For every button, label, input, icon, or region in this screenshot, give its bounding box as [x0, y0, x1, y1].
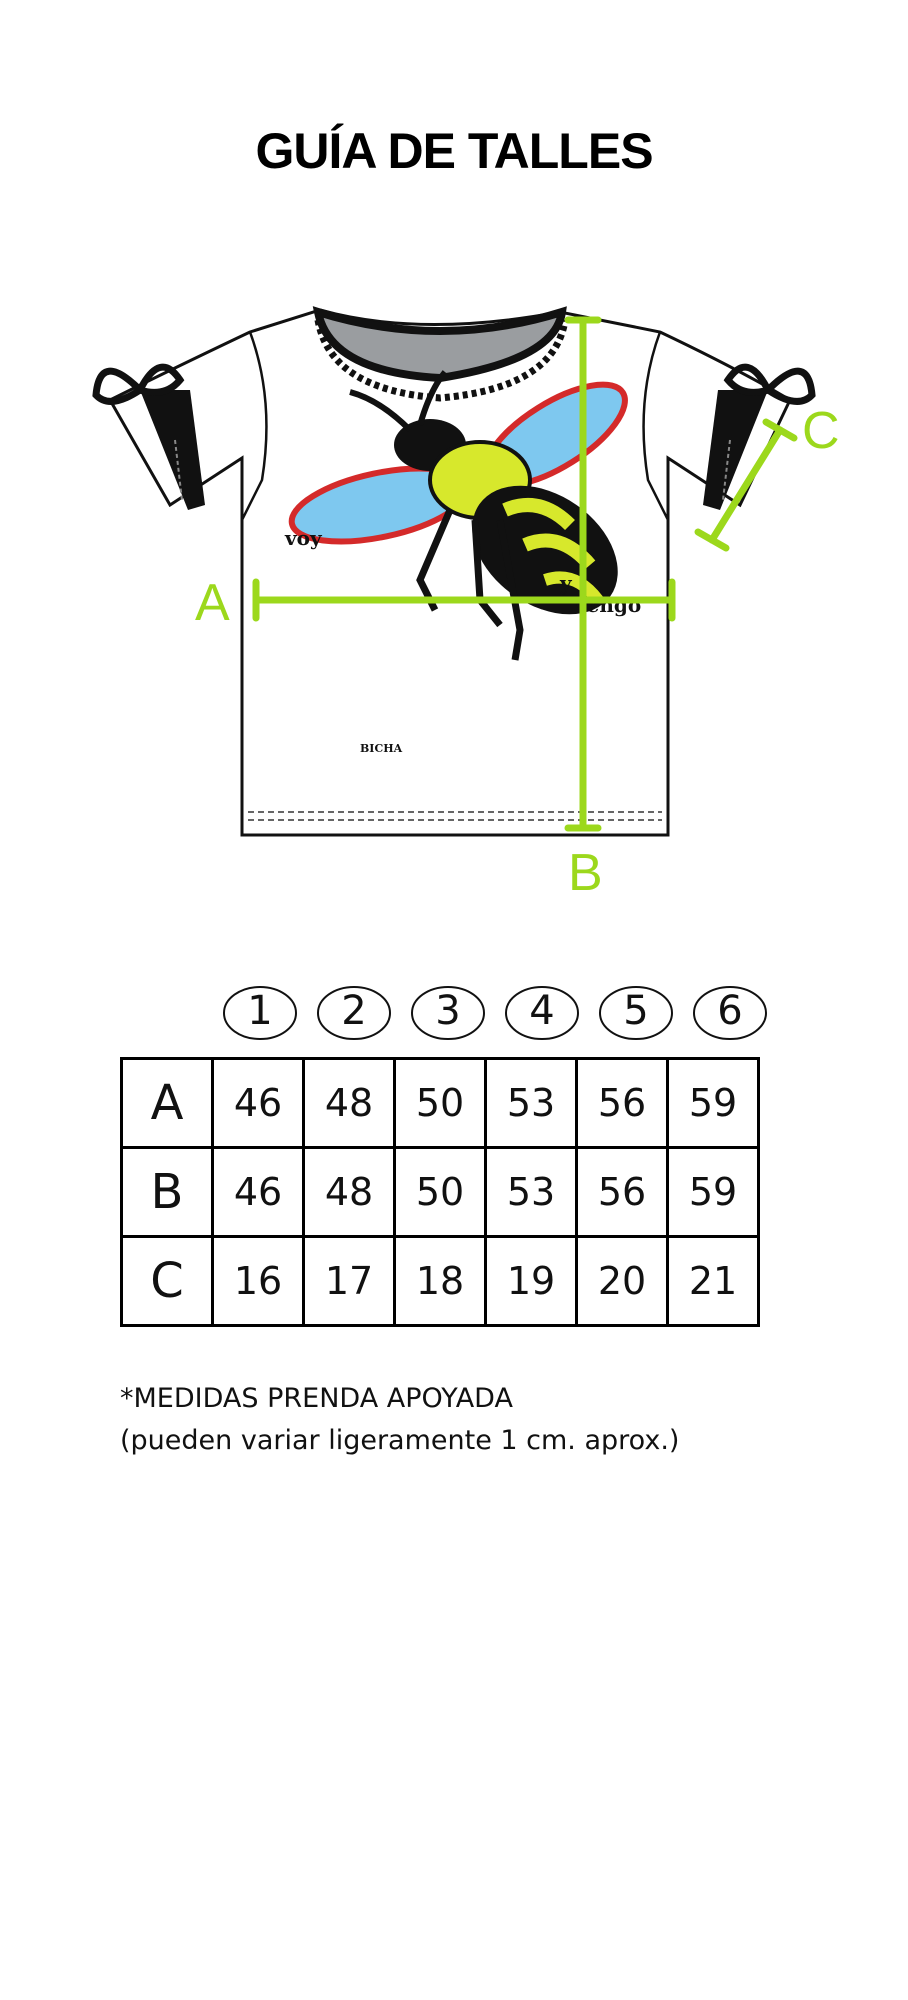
size-label: 3 [435, 988, 461, 1034]
measure-label-b: B [568, 844, 603, 900]
table-cell: 50 [395, 1059, 486, 1148]
table-cell: 18 [395, 1237, 486, 1326]
brand-tag: BICHA [360, 742, 403, 755]
tshirt-illustration [0, 280, 908, 900]
size-badge [316, 980, 392, 1042]
table-cell: 46 [213, 1059, 304, 1148]
row-label: C [122, 1237, 213, 1326]
note-line: *MEDIDAS PRENDA APOYADA [120, 1383, 513, 1414]
size-label: 4 [529, 988, 555, 1034]
measure-label-c: C [802, 402, 840, 460]
print-text-right: vengo [575, 593, 642, 617]
measure-label-a: A [195, 574, 230, 632]
size-label: 5 [623, 988, 649, 1034]
table-cell: 50 [395, 1148, 486, 1237]
note-line: (pueden variar ligeramente 1 cm. aprox.) [120, 1425, 680, 1456]
table-row [122, 1237, 759, 1326]
size-badge [598, 980, 674, 1042]
size-label: 6 [717, 988, 743, 1034]
table-cell: 59 [668, 1059, 759, 1148]
page-title: GUÍA DE TALLES [255, 123, 653, 179]
row-label: B [122, 1148, 213, 1237]
table-cell: 56 [577, 1148, 668, 1237]
table-cell: 46 [213, 1148, 304, 1237]
table-cell: 59 [668, 1148, 759, 1237]
size-label: 2 [341, 988, 367, 1034]
table-cell: 17 [304, 1237, 395, 1326]
print-text-middle: y [560, 571, 572, 595]
size-badge [692, 980, 768, 1042]
measurement-note [120, 1378, 679, 1462]
size-badge [410, 980, 486, 1042]
row-label: A [122, 1059, 213, 1148]
table-cell: 16 [213, 1237, 304, 1326]
table-cell: 53 [486, 1059, 577, 1148]
table-row [122, 1059, 759, 1148]
table-cell: 21 [668, 1237, 759, 1326]
size-badge [222, 980, 298, 1042]
table-row [122, 1148, 759, 1237]
table-cell: 48 [304, 1059, 395, 1148]
size-label: 1 [247, 988, 273, 1034]
size-header [0, 980, 908, 1050]
print-text-left: voy [285, 526, 322, 550]
table-cell: 20 [577, 1237, 668, 1326]
table-cell: 53 [486, 1148, 577, 1237]
size-table [120, 1057, 760, 1327]
table-cell: 19 [486, 1237, 577, 1326]
size-badge [504, 980, 580, 1042]
table-cell: 48 [304, 1148, 395, 1237]
table-cell: 56 [577, 1059, 668, 1148]
tshirt-outline [110, 310, 790, 835]
